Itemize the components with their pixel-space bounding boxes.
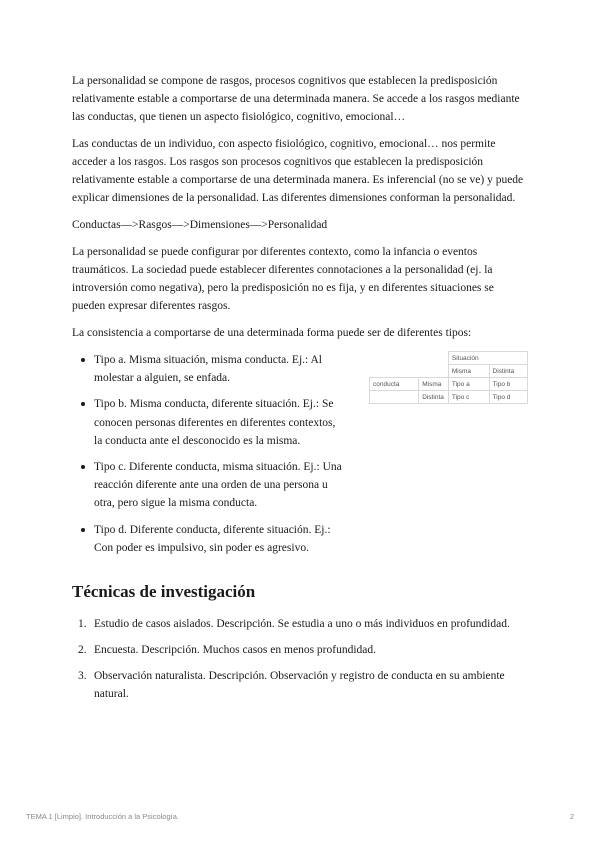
- list-item: Tipo d. Diferente conducta, diferente situación. Ej.: Con poder es impulsivo, sin poder es agresivo.: [94, 521, 344, 557]
- consistency-section: [72, 351, 528, 557]
- table-cell: conducta: [370, 378, 419, 391]
- research-techniques-list: [72, 615, 528, 703]
- table-cell: Situación: [448, 352, 527, 365]
- bullet-icon: [81, 528, 85, 532]
- table-cell: Tipo d: [489, 391, 527, 404]
- paragraph-contexto: La personalidad se puede configurar por diferentes contexto, como la infancia o eventos traumáticos. La sociedad puede establecer diferentes connotaciones a la personalidad (ej. la introversión como negativa), pero la predisposición no es fija, y en diferentes situaciones se pueden expresar diferentes rasgos.: [72, 246, 494, 312]
- list-item: Tipo a. Misma situación, misma conducta. Ej.: Al molestar a alguien, se enfada.: [94, 351, 344, 387]
- list-item: 3. Observación naturalista. Descripción. Observación y registro de conducta en su ambiente natural.: [78, 670, 505, 701]
- table-cell: Misma: [448, 365, 489, 378]
- table-cell: Distinta: [489, 365, 527, 378]
- footer-title: TEMA 1 [Limpio]. Introducción a la Psicología.: [26, 812, 179, 821]
- list-item: 1. Estudio de casos aislados. Descripción. Se estudia a uno o más individuos en profundidad.: [78, 618, 510, 631]
- paragraph-personalidad-rasgos: La personalidad se compone de rasgos, procesos cognitivos que establecen la predisposición relativamente estable a comportarse de una determinada manera. Se accede a los rasgos mediante las conductas, que tienen un aspecto fisiológico, cognitivo, emocional…: [72, 75, 520, 123]
- paragraph-consistencia: La consistencia a comportarse de una determinada forma puede ser de diferentes tipos:: [72, 327, 472, 339]
- page-content: [72, 72, 528, 711]
- situation-conduct-table: [369, 351, 528, 404]
- section-heading: Técnicas de investigación: [72, 582, 256, 602]
- list-item: Tipo b. Misma conducta, diferente situación. Ej.: Se conocen personas diferentes en diferentes contextos, la conducta ante el desconocido es la misma.: [94, 395, 344, 450]
- paragraph-cadena: Conductas—>Rasgos—>Dimensiones—>Personalidad: [72, 219, 328, 231]
- consistency-types-list: [72, 351, 344, 557]
- bullet-icon: [81, 402, 85, 406]
- bullet-icon: [81, 358, 85, 362]
- table-cell: Misma: [419, 378, 449, 391]
- table-cell: Distinta: [419, 391, 449, 404]
- page-number: 2: [569, 812, 574, 821]
- paragraph-conductas: Las conductas de un individuo, con aspecto fisiológico, cognitivo, emocional… nos permite acceder a los rasgos. Los rasgos son procesos cognitivos que establecen la predisposición relativamente estable a comportarse de una determinada manera. Es inferencial (no se ve) y puede explicar dimensiones de la personalidad. Las diferentes dimensiones conforman la personalidad.: [72, 138, 524, 204]
- bullet-icon: [81, 465, 85, 469]
- list-item: Tipo c. Diferente conducta, misma situación. Ej.: Una reacción diferente ante una orden de una persona u otra, pero sigue la misma conducta.: [94, 458, 344, 513]
- table-cell: Tipo b: [489, 378, 527, 391]
- table-cell: Tipo c: [448, 391, 489, 404]
- list-item: 2. Encuesta. Descripción. Muchos casos en menos profundidad.: [78, 644, 376, 657]
- table-cell: Tipo a: [448, 378, 489, 391]
- page-footer: [26, 812, 574, 821]
